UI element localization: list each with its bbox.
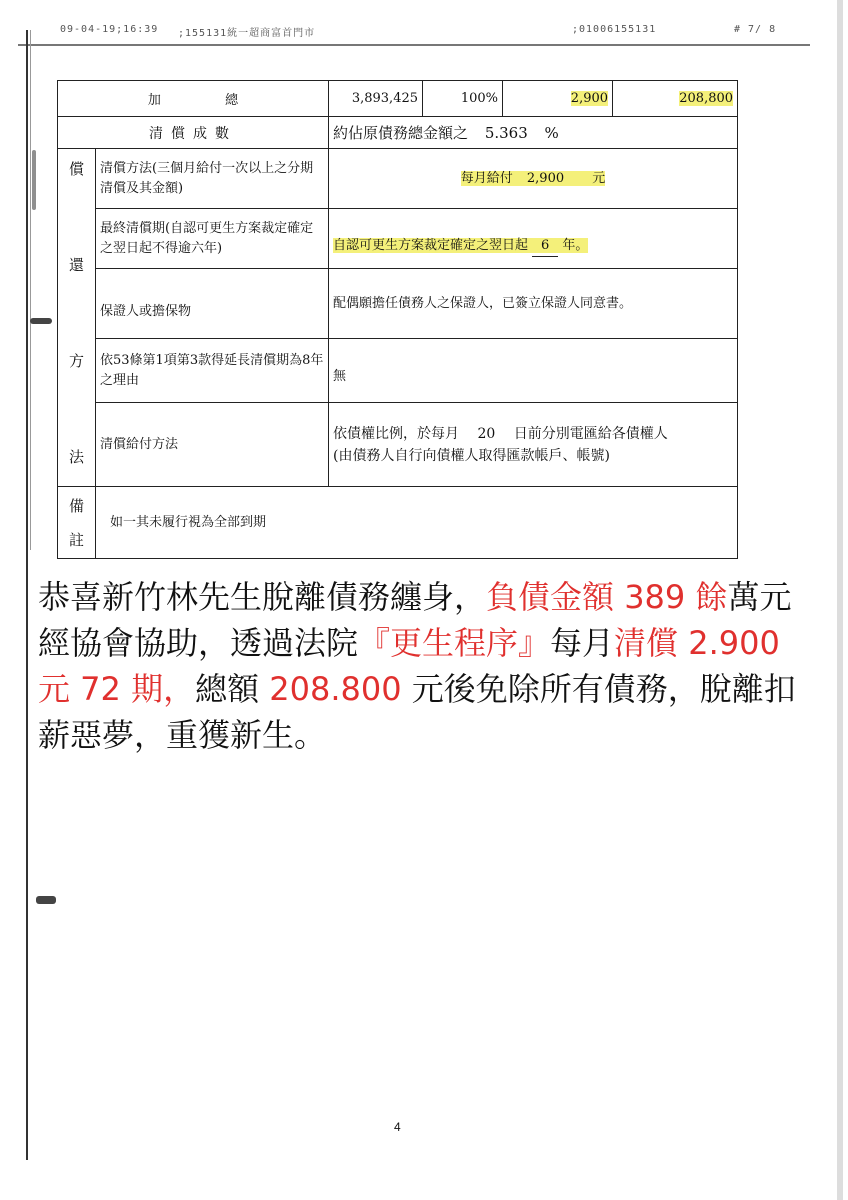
side-char: 備	[68, 496, 84, 515]
caption-seg1: 恭喜新竹林先生脫離債務纏身，	[38, 578, 487, 616]
payment-value-cell	[329, 403, 738, 487]
header-divider	[18, 44, 810, 46]
payment-value-prefix: 依債權比例，於每月	[333, 425, 460, 442]
total-label-char-2: 總	[225, 93, 239, 108]
total-percent-cell: 100%	[423, 81, 503, 117]
scan-edge-line-secondary	[30, 30, 31, 550]
term-value-years: 6	[532, 236, 558, 257]
extension-row	[58, 339, 738, 403]
total-row	[58, 81, 738, 117]
term-row	[58, 209, 738, 269]
payment-row	[58, 403, 738, 487]
caption-seg8: 208.800	[269, 670, 402, 708]
guarantor-row	[58, 269, 738, 339]
page-number: 4	[394, 1120, 401, 1134]
payment-value-day: 20	[477, 425, 496, 442]
repayment-plan-table	[57, 80, 738, 559]
ratio-row	[58, 117, 738, 149]
caption-seg4: 『更生程序』	[358, 624, 551, 662]
extension-label: 依53條第1項第3款得延長清償期為8年之理由	[96, 339, 329, 403]
fax-sender: ;155131統一超商富首門市	[178, 28, 316, 39]
extension-value: 無	[329, 339, 738, 403]
caption-seg9: 元後免除所有債務，脫離扣薪惡夢，重獲新生。	[38, 670, 796, 754]
ratio-label: 清償成數	[58, 117, 329, 149]
term-value-cell	[329, 209, 738, 269]
side-char: 還	[68, 256, 84, 274]
scan-smudge	[30, 318, 52, 324]
method-value-amount: 2,900	[526, 170, 565, 186]
total-label-char-1: 加	[147, 93, 161, 108]
side-char: 註	[68, 530, 84, 549]
side-char: 方	[68, 352, 84, 370]
congratulation-caption	[28, 568, 818, 764]
remarks-row	[58, 487, 738, 559]
ratio-value-number: 5.363	[484, 124, 528, 142]
method-value-cell	[329, 149, 738, 209]
term-value	[333, 238, 588, 253]
total-sum-cell	[613, 81, 738, 117]
total-label-cell	[58, 81, 329, 117]
ratio-value-prefix: 約佔原債務總金額之	[333, 124, 469, 142]
payment-value-suffix: 日前分別電匯給各債權人	[513, 425, 668, 442]
caption-seg3: 萬元經協會協助，透過法院	[38, 578, 792, 662]
fax-datetime: 09-04-19;16:39	[60, 24, 159, 35]
total-monthly-cell	[503, 81, 613, 117]
remarks-side-label	[58, 487, 96, 559]
scan-right-edge	[837, 0, 843, 1200]
ratio-value-unit: %	[544, 124, 559, 142]
total-sum-value: 208,800	[679, 91, 734, 106]
scan-smudge	[32, 150, 36, 210]
scan-smudge	[36, 896, 56, 904]
method-value-unit: 元	[592, 170, 606, 186]
side-char: 法	[68, 448, 84, 466]
repayment-side-label	[58, 149, 96, 487]
ratio-value-cell	[329, 117, 738, 149]
method-value-prefix: 每月給付	[460, 170, 513, 186]
caption-seg6: 清償 2.900 元 72 期，	[38, 624, 780, 708]
payment-value-line2: (由債務人自行向債權人取得匯款帳戶、帳號)	[333, 447, 610, 464]
fax-header	[0, 24, 848, 40]
method-label: 清償方法(三個月給付一次以上之分期清償及其金額)	[96, 149, 329, 209]
term-label: 最終清償期(自認可更生方案裁定確定之翌日起不得逾六年)	[96, 209, 329, 269]
guarantor-label: 保證人或擔保物	[96, 269, 329, 339]
caption-seg5: 每月	[550, 624, 615, 662]
method-row	[58, 149, 738, 209]
fax-page-indicator: # 7/ 8	[734, 24, 777, 35]
fax-number: ;01006155131	[572, 24, 657, 35]
method-value	[461, 171, 606, 186]
payment-label: 清償給付方法	[96, 403, 329, 487]
side-char: 償	[68, 160, 84, 178]
total-amount-cell: 3,893,425	[329, 81, 423, 117]
term-value-unit: 年。	[562, 238, 589, 253]
total-monthly-value: 2,900	[570, 91, 609, 106]
term-value-prefix: 自認可更生方案裁定確定之翌日起	[333, 238, 529, 253]
guarantor-value: 配偶願擔任債務人之保證人，已簽立保證人同意書。	[329, 269, 738, 339]
caption-seg7: 總額	[195, 670, 270, 708]
caption-seg2: 負債金額 389 餘	[486, 578, 728, 616]
remarks-value: 如一其未履行視為全部到期	[96, 487, 738, 559]
